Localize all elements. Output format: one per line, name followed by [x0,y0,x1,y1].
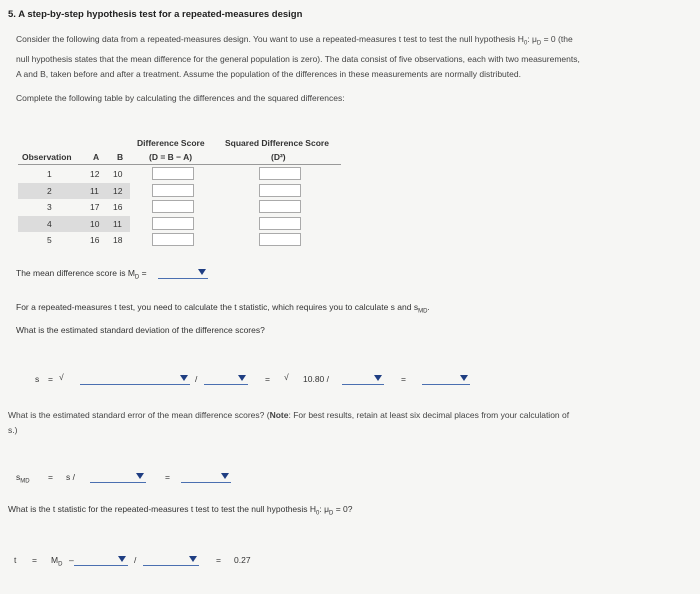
table-row: 4 10 11 [18,216,130,232]
question-se: What is the estimated standard error of the mean difference scores? (Note: For best results, retain at least six decimal places from your calculation of s.) [8,410,570,435]
sq-score-input-4[interactable] [259,217,301,230]
slash-symbol: / [195,374,198,384]
md-symbol: $M_D$ [51,555,63,568]
mean-diff-dropdown[interactable] [158,266,208,279]
diff-score-input-1[interactable] [152,167,194,180]
sq-score-input-2[interactable] [259,184,301,197]
table-header-rule [18,164,341,165]
slash-symbol: / [134,555,137,565]
equals-symbol: = [401,374,406,384]
sq-score-input-1[interactable] [259,167,301,180]
chevron-down-icon [374,375,382,381]
diff-score-input-3[interactable] [152,200,194,213]
diff-score-input-2[interactable] [152,184,194,197]
s-slash: s / [66,472,75,482]
sd-numerator-dropdown[interactable] [80,372,190,385]
sq-score-input-5[interactable] [259,233,301,246]
minus-symbol: – [69,555,74,565]
table-row: 5 16 18 [47,235,123,245]
s-symbol: s [35,374,40,384]
sq-header-1: Squared Difference Score [225,138,329,148]
chevron-down-icon [238,375,246,381]
diff-header-1: Difference Score [137,138,205,148]
t-se-dropdown[interactable] [143,553,199,566]
sqrt-symbol: √ [59,372,64,382]
table-row: 2 11 12 [18,183,130,199]
mean-diff-label: The mean difference score is $M_D$ = [16,268,147,281]
chevron-down-icon [460,375,468,381]
intro-paragraph: Consider the following data from a repeated-measures design. You want to use a repeated-measures t test to test the null hypothesis $H_0$: $\mu_D = 0$ (the null hypothesis states that the mean difference for the general population is zero). The data consist of five observations, each with two measurements, A and B, taken before and after a treatment. Assume the population of the differences in these measurements are normally distributed. [16,34,580,79]
diff-score-input-5[interactable] [152,233,194,246]
table-row: 3 17 16 [47,202,123,212]
b-header: B [117,152,124,162]
sd-denominator-dropdown[interactable] [204,372,248,385]
smd-symbol: $s_{MD}$ [16,472,30,485]
tstat-intro: For a repeated-measures t test, you need to calculate the t statistic, which requires you to calculate s and $s_{MD}$. [16,302,430,315]
sq-header-2: (D²) [271,152,286,162]
t-mu-dropdown[interactable] [74,553,128,566]
sd-value: 10.80 / [303,374,329,384]
a-header: A [93,152,100,162]
question-title: 5. A step-by-step hypothesis test for a repeated-measures design [8,9,303,20]
chevron-down-icon [118,556,126,562]
sd-df-dropdown[interactable] [342,372,384,385]
sd-result-dropdown[interactable] [422,372,470,385]
equals-symbol: = [32,555,37,565]
diff-score-input-4[interactable] [152,217,194,230]
equals-symbol: = [48,374,53,384]
diff-header-2: (D = B − A) [149,152,193,162]
equals-symbol: = [165,472,170,482]
chevron-down-icon [136,473,144,479]
chevron-down-icon [180,375,188,381]
t-value: 0.27 [234,555,251,565]
equals-symbol: = [216,555,221,565]
equals-symbol: = [48,472,53,482]
observation-header: Observation [22,152,72,162]
sq-score-input-3[interactable] [259,200,301,213]
equals-symbol: = [265,374,270,384]
question-sd: What is the estimated standard deviation of the difference scores? [16,325,265,335]
sqrt-symbol: √ [284,372,289,382]
chevron-down-icon [198,269,206,275]
se-result-dropdown[interactable] [181,470,231,483]
t-symbol: t [14,555,17,565]
table-row: 1 12 10 [47,169,123,179]
se-denominator-dropdown[interactable] [90,470,146,483]
instruction: Complete the following table by calculating the differences and the squared differences: [16,93,345,103]
chevron-down-icon [189,556,197,562]
question-t: What is the t statistic for the repeated-measures t test to test the null hypothesis $H_0$: $\mu_D = 0$? [8,504,353,517]
chevron-down-icon [221,473,229,479]
